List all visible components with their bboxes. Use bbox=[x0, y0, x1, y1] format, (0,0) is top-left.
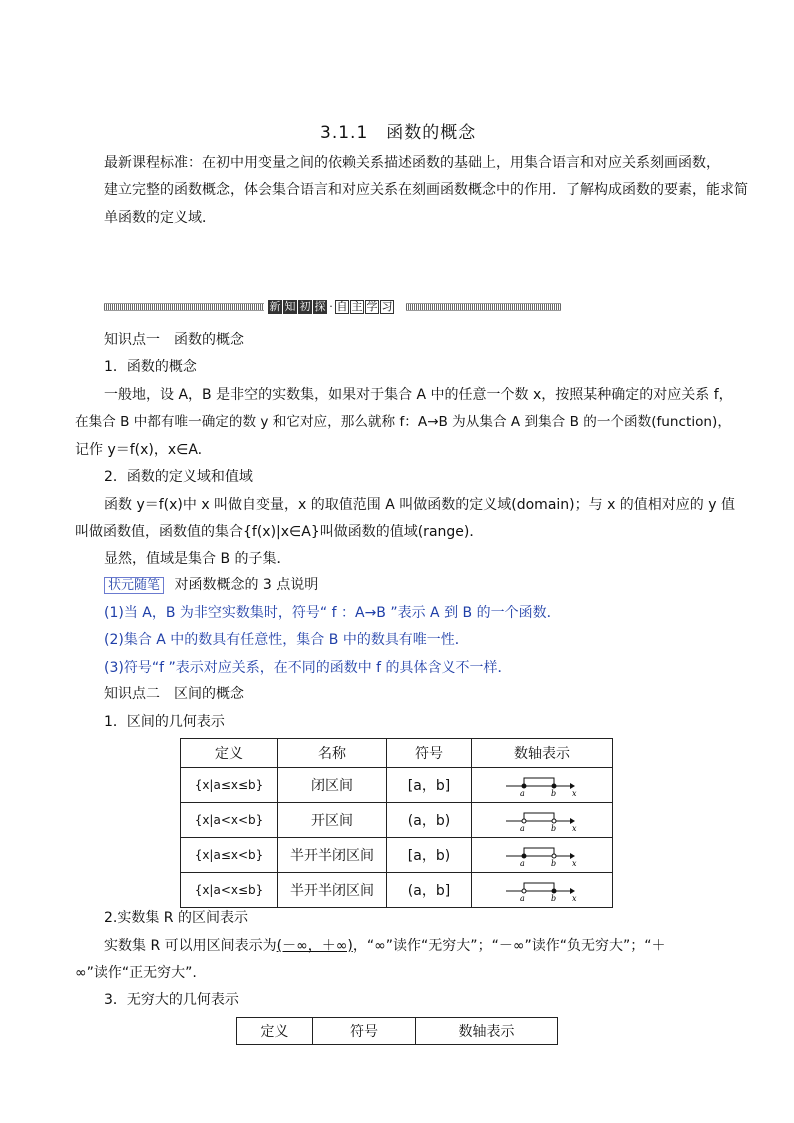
page-title: 3.1.1 函数的概念 bbox=[320, 123, 477, 143]
kp1-subheading-1: 1．函数的概念 bbox=[104, 359, 197, 375]
axis-label-x: x bbox=[572, 894, 577, 903]
left-endpoint bbox=[522, 819, 526, 823]
intro-line-1: 最新课程标准：在初中用变量之间的依赖关系描述函数的基础上，用集合语言和对应关系刻画函数， bbox=[104, 155, 720, 171]
kp2-subheading-1: 1．区间的几何表示 bbox=[104, 714, 225, 730]
interval-table bbox=[180, 738, 613, 908]
name-cell: 半开半闭区间 bbox=[278, 838, 387, 873]
header-cell: 数轴表示 bbox=[472, 739, 613, 768]
banner-char: 初 bbox=[299, 300, 311, 313]
banner-char: 学 bbox=[366, 300, 378, 313]
left-endpoint bbox=[522, 889, 526, 893]
right-endpoint bbox=[552, 784, 556, 788]
table-row bbox=[181, 768, 613, 803]
kp2-heading: 知识点二 区间的概念 bbox=[104, 686, 244, 702]
table-header-row bbox=[181, 739, 613, 768]
table-header-row bbox=[237, 1018, 558, 1045]
banner-dot: · bbox=[329, 300, 333, 313]
header-cell: 数轴表示 bbox=[416, 1018, 558, 1045]
kp1-para-line: 显然，值域是集合 B 的子集． bbox=[104, 551, 291, 567]
table-row bbox=[181, 838, 613, 873]
kp2-subheading-3: 3．无穷大的几何表示 bbox=[104, 992, 239, 1008]
header-cell: 符号 bbox=[387, 739, 472, 768]
kp1-para-line: 一般地，设 A，B 是非空的实数集，如果对于集合 A 中的任意一个数 x，按照某种确定的对应关系 f， bbox=[104, 387, 733, 403]
def-cell: {x|a≤x<b} bbox=[181, 838, 278, 873]
banner-rule-right bbox=[406, 303, 561, 311]
axis-label-a: a bbox=[520, 859, 525, 868]
interval-bracket bbox=[524, 848, 554, 856]
note-header bbox=[104, 575, 318, 595]
header-cell: 符号 bbox=[313, 1018, 416, 1045]
axis-label-a: a bbox=[520, 894, 525, 903]
left-endpoint bbox=[522, 784, 526, 788]
table-row bbox=[181, 803, 613, 838]
header-cell: 定义 bbox=[237, 1018, 313, 1045]
infinity-table bbox=[236, 1017, 558, 1045]
axis-label-a: a bbox=[520, 789, 525, 798]
kp2-subheading-2: 2.实数集 R 的区间表示 bbox=[104, 910, 248, 926]
interval-bracket bbox=[524, 778, 554, 786]
banner-char: 习 bbox=[381, 300, 393, 313]
axis-label-x: x bbox=[572, 789, 577, 798]
number-line-diagram bbox=[502, 772, 582, 798]
name-cell: 闭区间 bbox=[278, 768, 387, 803]
note-item: (1)当 A，B 为非空实数集时，符号“ f ：A→B ”表示 A 到 B 的一个函数． bbox=[104, 605, 561, 621]
kp1-para-line: 记作 y＝f(x)，x∈A. bbox=[75, 442, 203, 458]
note-tag: 状元随笔 bbox=[104, 577, 164, 594]
def-cell: {x|a<x≤b} bbox=[181, 873, 278, 908]
symbol-cell: [a，b] bbox=[387, 768, 472, 803]
axis-label-a: a bbox=[520, 824, 525, 833]
kp1-para-line: 叫做函数值，函数值的集合{f(x)|x∈A}叫做函数的值域(range)． bbox=[75, 524, 484, 540]
note-title: 对函数概念的 3 点说明 bbox=[174, 577, 319, 593]
kp1-heading: 知识点一 函数的概念 bbox=[104, 332, 244, 348]
axis-label-b: b bbox=[551, 789, 557, 798]
number-line-diagram bbox=[502, 877, 582, 903]
interval-notation: (－∞，＋∞) bbox=[276, 938, 353, 954]
symbol-cell: (a，b] bbox=[387, 873, 472, 908]
banner-char: 新 bbox=[269, 300, 281, 313]
kp1-para-line: 在集合 B 中都有唯一确定的数 y 和它对应，那么就称 f：A→B 为从集合 A 到集合 B 的一个函数(function)， bbox=[75, 414, 731, 430]
intro-line-2: 建立完整的函数概念，体会集合语言和对应关系在刻画函数概念中的作用．了解构成函数的要素，能求简 bbox=[104, 182, 748, 198]
kp2-para-line: ∞”读作“正无穷大”. bbox=[75, 965, 197, 981]
name-cell: 半开半闭区间 bbox=[278, 873, 387, 908]
header-cell: 定义 bbox=[181, 739, 278, 768]
banner-label bbox=[268, 300, 394, 314]
axis-label-b: b bbox=[551, 894, 557, 903]
banner-rule-left bbox=[104, 303, 264, 311]
section-banner bbox=[104, 300, 559, 314]
left-endpoint bbox=[522, 854, 526, 858]
axis-cell bbox=[472, 838, 613, 873]
header-cell: 名称 bbox=[278, 739, 387, 768]
axis-label-b: b bbox=[551, 859, 557, 868]
banner-char: 探 bbox=[314, 300, 326, 313]
banner-char: 主 bbox=[351, 300, 363, 313]
text-run: 实数集 R 可以用区间表示为 bbox=[104, 938, 277, 954]
table-row bbox=[181, 873, 613, 908]
right-endpoint bbox=[552, 889, 556, 893]
interval-bracket bbox=[524, 883, 554, 891]
axis-cell bbox=[472, 803, 613, 838]
banner-char: 自 bbox=[336, 300, 348, 313]
symbol-cell: [a，b) bbox=[387, 838, 472, 873]
axis-cell bbox=[472, 873, 613, 908]
text-run: ，“∞”读作“无穷大”；“－∞”读作“负无穷大”；“＋ bbox=[352, 938, 666, 954]
intro-line-3: 单函数的定义域． bbox=[104, 210, 216, 226]
axis-label-b: b bbox=[551, 824, 557, 833]
interval-bracket bbox=[524, 813, 554, 821]
right-endpoint bbox=[552, 819, 556, 823]
note-item: (3)符号“f ”表示对应关系，在不同的函数中 f 的具体含义不一样． bbox=[104, 660, 512, 676]
number-line-diagram bbox=[502, 807, 582, 833]
axis-cell bbox=[472, 768, 613, 803]
symbol-cell: (a，b) bbox=[387, 803, 472, 838]
axis-label-x: x bbox=[572, 859, 577, 868]
kp2-para-line bbox=[104, 936, 666, 956]
note-item: (2)集合 A 中的数具有任意性，集合 B 中的数具有唯一性． bbox=[104, 632, 469, 648]
def-cell: {x|a<x<b} bbox=[181, 803, 278, 838]
number-line-diagram bbox=[502, 842, 582, 868]
kp1-subheading-2: 2．函数的定义域和值域 bbox=[104, 469, 253, 485]
axis-label-x: x bbox=[572, 824, 577, 833]
kp1-para-line: 函数 y＝f(x)中 x 叫做自变量，x 的取值范围 A 叫做函数的定义域(domain)；与 x 的值相对应的 y 值 bbox=[104, 497, 735, 513]
name-cell: 开区间 bbox=[278, 803, 387, 838]
def-cell: {x|a≤x≤b} bbox=[181, 768, 278, 803]
banner-char: 知 bbox=[284, 300, 296, 313]
right-endpoint bbox=[552, 854, 556, 858]
